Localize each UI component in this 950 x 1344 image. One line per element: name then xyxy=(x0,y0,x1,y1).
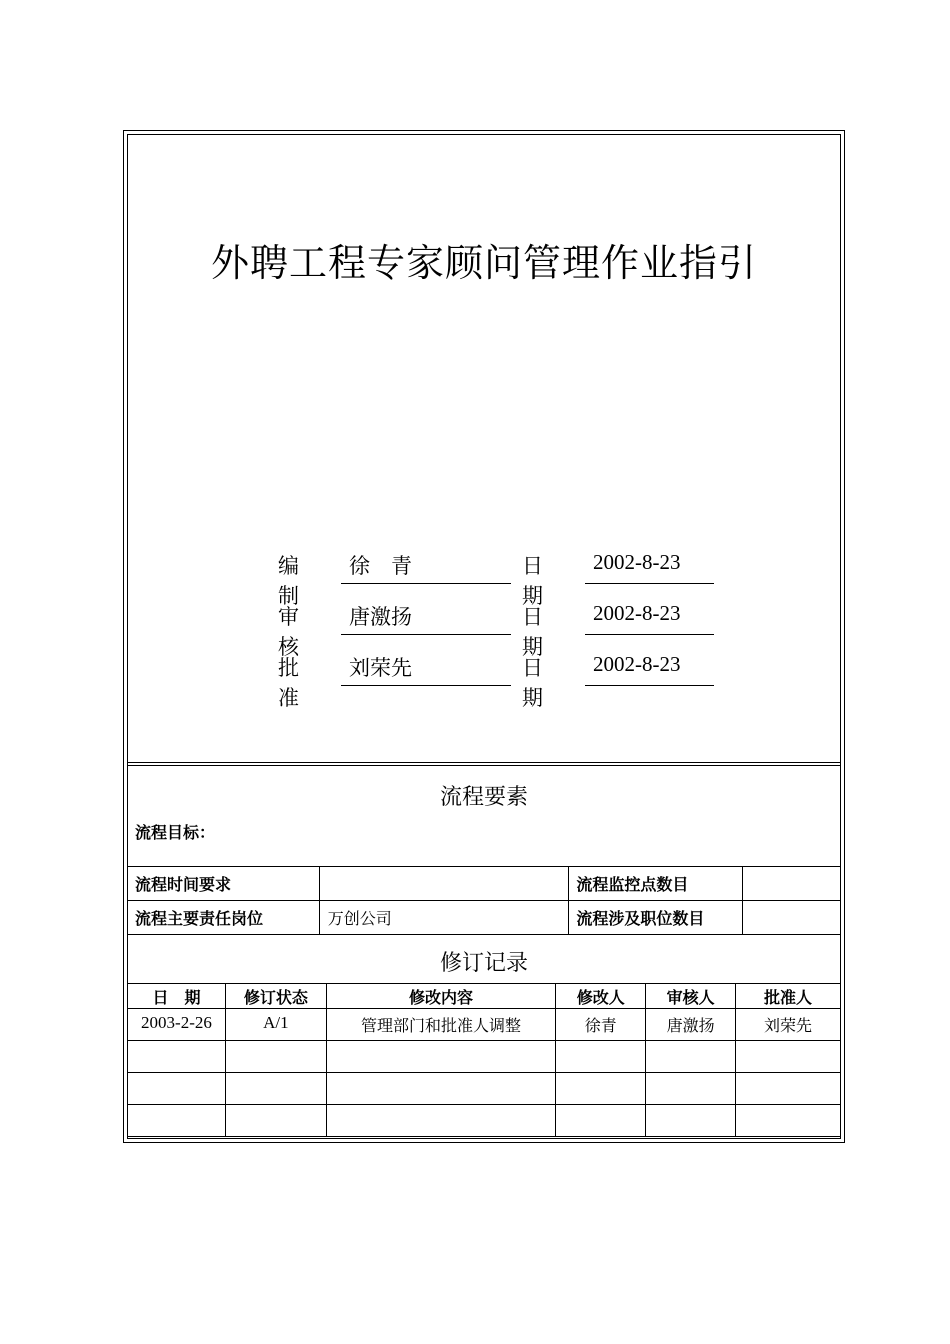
table-row xyxy=(128,901,841,935)
cell-date xyxy=(128,1073,226,1105)
cell-approver xyxy=(736,1073,841,1105)
role-label: 批准 xyxy=(278,656,299,710)
owner-value: 万创公司 xyxy=(319,901,569,935)
sign-date: 2002-8-23 xyxy=(585,601,714,635)
cell-status: A/1 xyxy=(225,1009,326,1041)
table-row xyxy=(128,1073,841,1105)
cell-content xyxy=(326,1041,556,1073)
owner-label: 流程主要责任岗位 xyxy=(128,901,320,935)
revision-table xyxy=(127,983,841,1137)
cell-status xyxy=(225,1041,326,1073)
process-requirements-table xyxy=(127,866,841,935)
revision-heading: 修订记录 xyxy=(439,951,528,976)
date-label: 日期 xyxy=(522,554,543,608)
cell-modifier xyxy=(556,1041,646,1073)
monitor-points-value xyxy=(743,867,841,901)
cell-content xyxy=(326,1105,556,1137)
process-heading: 流程要素 xyxy=(439,785,528,810)
cell-reviewer: 唐激扬 xyxy=(646,1009,736,1041)
positions-value xyxy=(743,901,841,935)
signer-name: 徐 青 xyxy=(341,550,511,584)
table-row xyxy=(128,1009,841,1041)
time-req-value xyxy=(319,867,569,901)
table-row xyxy=(128,867,841,901)
column-header-approver: 批准人 xyxy=(736,984,841,1009)
positions-label: 流程涉及职位数目 xyxy=(569,901,743,935)
cell-approver xyxy=(736,1105,841,1137)
sign-date: 2002-8-23 xyxy=(585,652,714,686)
cell-reviewer xyxy=(646,1073,736,1105)
column-header-status: 修订状态 xyxy=(225,984,326,1009)
sign-date: 2002-8-23 xyxy=(585,550,714,584)
cell-date xyxy=(128,1041,226,1073)
date-label: 日期 xyxy=(522,605,543,659)
role-label: 编制 xyxy=(278,554,299,608)
cell-status xyxy=(225,1073,326,1105)
signer-name: 刘荣先 xyxy=(341,652,511,686)
cell-approver xyxy=(736,1041,841,1073)
date-label: 日期 xyxy=(522,656,543,710)
signer-name: 唐激扬 xyxy=(341,601,511,635)
monitor-points-label: 流程监控点数目 xyxy=(569,867,743,901)
process-goal-label: 流程目标： xyxy=(135,823,216,842)
table-row xyxy=(128,1041,841,1073)
table-header-row xyxy=(128,984,841,1009)
time-req-label: 流程时间要求 xyxy=(128,867,320,901)
document-title: 外聘工程专家顾问管理作业指引 xyxy=(210,241,757,285)
cell-modifier xyxy=(556,1073,646,1105)
cell-modifier: 徐青 xyxy=(556,1009,646,1041)
column-header-modifier: 修改人 xyxy=(556,984,646,1009)
column-header-content: 修改内容 xyxy=(326,984,556,1009)
cell-approver: 刘荣先 xyxy=(736,1009,841,1041)
cell-date: 2003-2-26 xyxy=(128,1009,226,1041)
table-row xyxy=(128,1105,841,1137)
column-header-date: 日 期 xyxy=(128,984,226,1009)
cell-content: 管理部门和批准人调整 xyxy=(326,1009,556,1041)
cell-reviewer xyxy=(646,1105,736,1137)
cell-reviewer xyxy=(646,1041,736,1073)
cell-modifier xyxy=(556,1105,646,1137)
cell-status xyxy=(225,1105,326,1137)
column-header-reviewer: 审核人 xyxy=(646,984,736,1009)
role-label: 审核 xyxy=(278,605,299,659)
cell-date xyxy=(128,1105,226,1137)
cell-content xyxy=(326,1073,556,1105)
section-divider xyxy=(127,762,841,766)
